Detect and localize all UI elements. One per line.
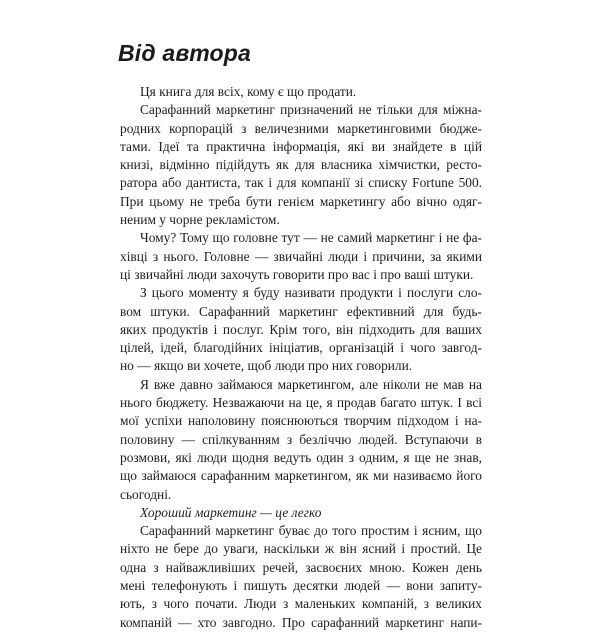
- text-line: Чому? Тому що головне тут — не самий маркетинг і не фа-: [140, 230, 482, 246]
- text-line: З цього моменту я буду називати продукти і послуги сло-: [140, 285, 482, 301]
- text-line: ють, з чого почати. Люди з маленьких компаній, з великих: [120, 596, 482, 612]
- text-line: ніхто не бере до уваги, наскільки ж він ясний і простий. Це: [120, 541, 482, 557]
- text-line: сьогодні.: [120, 486, 172, 502]
- text-line: хівці з нього. Головне — звичайні люди і причини, за якими: [120, 248, 482, 264]
- text-line: родних корпорацій з величезними маркетинговими бюдже-: [120, 120, 482, 136]
- text-line: нього бюджету. Незважаючи на це, я продав багато штук. І всі: [120, 395, 482, 411]
- text-line: ці звичайні люди захочуть говорити про вас і про ваші штуки.: [120, 266, 474, 282]
- text-line: неним у чорне рекламістом.: [120, 212, 280, 228]
- text-line: компаній — хто завгодно. Про сарафанний маркетинг напи-: [120, 614, 482, 630]
- text-line: При цьому не треба бути генієм маркетингу або вічно одяг-: [120, 193, 482, 209]
- text-line: мої успіхи наполовину пояснюються творчим підходом і на-: [120, 413, 482, 429]
- text-line: яких продуктів і послуг. Крім того, він підходить для ваших: [120, 321, 482, 337]
- text-line: Ця книга для всіх, кому є що продати.: [140, 84, 357, 99]
- text-line: ратора або дантиста, так і для компанії зі списку Fortune 500.: [120, 175, 482, 191]
- text-line: вом штуки. Сарафанний маркетинг ефективний для будь-: [120, 303, 482, 319]
- text-line: Сарафанний маркетинг буває до того простим і ясним, що: [140, 523, 482, 539]
- text-line: що займаюся сарафанним маркетингом, як ми називаємо його: [120, 468, 482, 484]
- section-subheading: Хороший маркетинг — це легко: [140, 504, 322, 520]
- text-line: но — якщо ви хочете, щоб люди про них говорили.: [120, 358, 413, 374]
- text-line: Я вже давно займаюся маркетингом, але ніколи не мав на: [140, 376, 482, 392]
- text-line: розмови, які люди щодня ведуть один з одним, я ще не знав,: [120, 449, 482, 465]
- chapter-title: Від автора: [118, 40, 252, 66]
- body-text: [120, 83, 482, 632]
- text-line: Сарафанний маркетинг призначений не тільки для міжна-: [140, 102, 482, 118]
- text-line: тами. Ідеї та практична інформація, які ви знайдете в цій: [120, 138, 482, 154]
- text-line: половину — спілкуванням з безліччю людей. Вступаючи в: [120, 431, 482, 447]
- text-line: книзі, відмінно підійдуть як для власника хімчистки, ресто-: [120, 157, 482, 173]
- text-line: мені телефонують і пишуть десятки людей — вони запиту-: [120, 578, 482, 594]
- text-line: цілей, ідей, благодійних ініціатив, організацій і чого завгод-: [120, 340, 482, 356]
- text-line: одна з найважливіших речей, засвоєних мною. Кожен день: [120, 559, 482, 575]
